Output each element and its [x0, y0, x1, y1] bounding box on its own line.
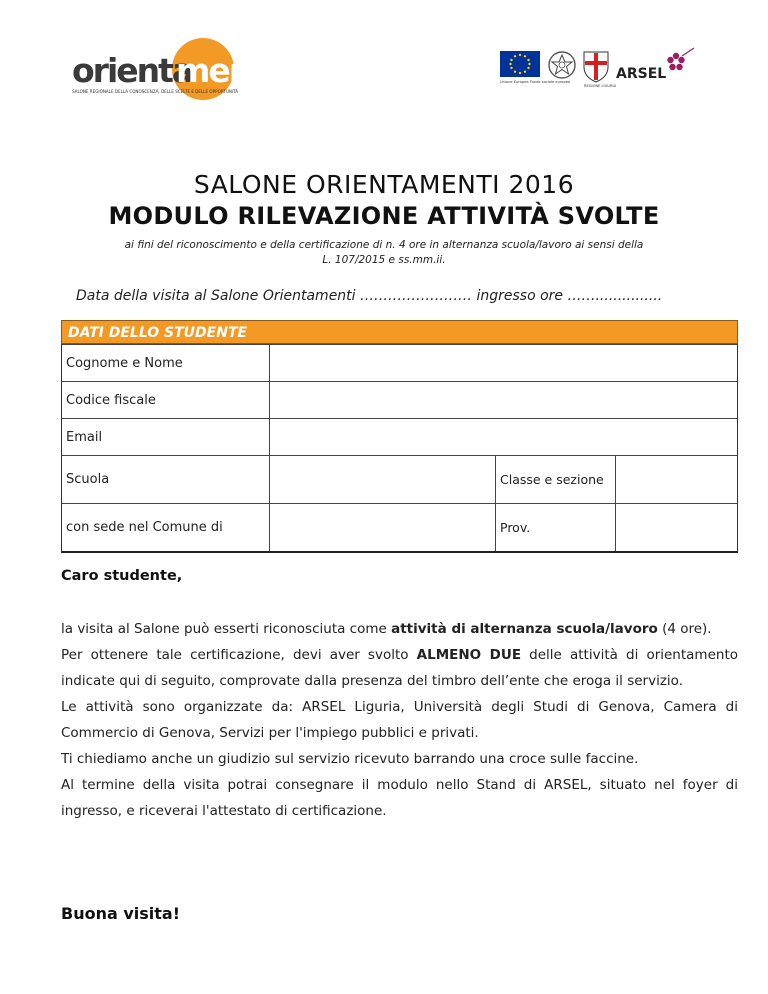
paragraph-feedback: Ti chiediamo anche un giudizio sul servizio ricevuto barrando una croce sulle faccine.: [61, 751, 639, 767]
table-row: [62, 418, 737, 455]
student-data-table: [61, 320, 738, 553]
partner-logos: [498, 48, 698, 90]
arsel-wordmark: ARSEL: [616, 66, 667, 82]
eu-caption: Unione Europea Fondo sociale europeo: [500, 80, 571, 84]
subtitle-line-1: ai fini del riconoscimento e della certificazione di n. 4 ore in alternanza scuola/lavoro ai sensi della: [124, 239, 644, 251]
regione-liguria-shield-icon: [584, 52, 608, 82]
name-field[interactable]: [270, 345, 737, 381]
closing-text: Buona visita!: [61, 904, 180, 923]
page-title-form: MODULO RILEVAZIONE ATTIVITÀ SVOLTE: [108, 202, 660, 230]
email-label: Email: [62, 419, 270, 455]
page-subtitle: [70, 238, 698, 268]
subtitle-line-2: L. 107/2015 e ss.mm.ii.: [322, 254, 446, 266]
table-row: [62, 381, 737, 418]
city-field[interactable]: [270, 504, 496, 551]
school-field[interactable]: [270, 456, 496, 503]
orientamenti-logo: [70, 38, 274, 100]
table-row: [62, 503, 737, 551]
italian-emblem-icon: [549, 52, 575, 78]
instructions-text: [61, 616, 738, 824]
class-section-label: Classe e sezione: [496, 456, 616, 503]
province-field[interactable]: [616, 504, 737, 551]
visit-date-line[interactable]: Data della visita al Salone Orientamenti …………………… ingresso ore ……...............: [76, 288, 663, 304]
page-title-event: SALONE ORIENTAMENTI 2016: [193, 170, 575, 199]
class-section-field[interactable]: [616, 456, 737, 503]
region-caption: REGIONE LIGURIA: [584, 84, 617, 88]
email-field[interactable]: [270, 419, 737, 455]
province-label: Prov.: [496, 504, 616, 551]
table-row: [62, 344, 737, 381]
school-label: Scuola: [62, 456, 270, 503]
student-table-header: DATI DELLO STUDENTE: [61, 320, 738, 344]
name-label: Cognome e Nome: [62, 345, 270, 381]
table-row: [62, 455, 737, 503]
logo-word-light: menti: [176, 51, 274, 90]
greeting: Caro studente,: [61, 568, 183, 584]
city-label: con sede nel Comune di: [62, 504, 270, 551]
tax-code-field[interactable]: [270, 382, 737, 418]
tax-code-label: Codice fiscale: [62, 382, 270, 418]
logo-tagline: SALONE REGIONALE DELLA CONOSCENZA, DELLE SCELTE E DELLE OPPORTUNITÀ: [72, 89, 239, 94]
paragraph-delivery: Al termine della visita potrai consegnare il modulo nello Stand di ARSEL, situato nel foyer di ingresso, e riceverai l'attestato di certificazione.: [61, 777, 738, 819]
arsel-flower-icon: [667, 48, 694, 70]
logo-word-dark: orienta: [72, 51, 193, 90]
paragraph-requirement: Per ottenere tale certificazione, devi aver svolto ALMENO DUE delle attività di orientamento indicate qui di seguito, comprovate dalla presenza del timbro dell’ente che eroga il servizio.: [61, 647, 738, 689]
paragraph-alternanza: la visita al Salone può esserti riconosciuta come attività di alternanza scuola/lavoro (4 ore).: [61, 621, 712, 637]
paragraph-organizers: Le attività sono organizzate da: ARSEL Liguria, Università degli Studi di Genova, Camera di Commercio di Genova, Servizi per l'impiego pubblici e privati.: [61, 699, 738, 741]
eu-flag-icon: [500, 51, 540, 77]
student-table-grid: [61, 344, 738, 553]
